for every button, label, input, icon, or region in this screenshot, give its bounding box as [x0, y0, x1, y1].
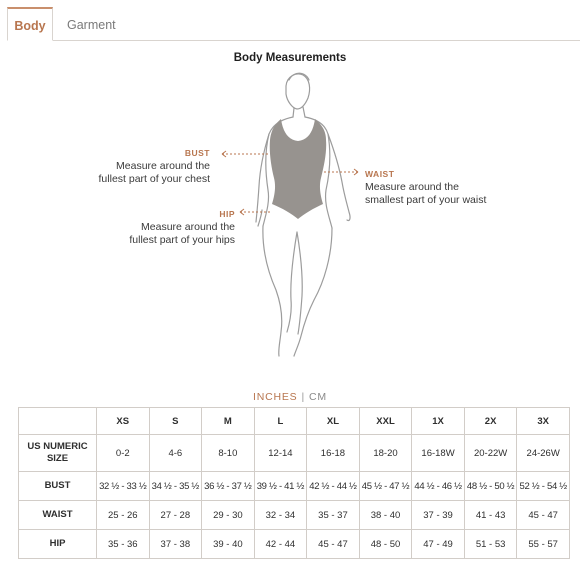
hip-instruction-line2: fullest part of your hips [129, 234, 235, 246]
size-chart-table [18, 407, 570, 559]
table-header-row [19, 408, 570, 435]
figure-right-arm [328, 134, 350, 221]
table-cell: 0-2 [97, 435, 150, 472]
header-cell: S [149, 408, 202, 435]
table-cell: 36 ½ - 37 ½ [202, 472, 255, 501]
table-cell: 16-18 [307, 435, 360, 472]
bust-label: BUST [184, 148, 210, 158]
header-cell: XS [97, 408, 150, 435]
row-label [19, 435, 97, 472]
waist-label: WAIST [365, 169, 395, 179]
header-cell: L [254, 408, 307, 435]
table-cell: 42 ½ - 44 ½ [307, 472, 360, 501]
table-cell: 37 - 39 [412, 501, 465, 530]
table-cell: 45 - 47 [307, 530, 360, 559]
table-cell: 44 ½ - 46 ½ [412, 472, 465, 501]
table-cell: 48 - 50 [359, 530, 412, 559]
table-cell: 8-10 [202, 435, 255, 472]
unit-cm[interactable]: CM [309, 391, 327, 403]
table-row [19, 435, 570, 472]
header-cell: XL [307, 408, 360, 435]
table-cell: 45 - 47 [517, 501, 570, 530]
row-label: BUST [19, 472, 97, 501]
table-cell: 18-20 [359, 435, 412, 472]
row-label-line2: SIZE [46, 453, 69, 464]
table-cell: 35 - 36 [97, 530, 150, 559]
table-cell: 45 ½ - 47 ½ [359, 472, 412, 501]
table-cell: 12-14 [254, 435, 307, 472]
table-row [19, 472, 570, 501]
table-cell: 35 - 37 [307, 501, 360, 530]
table-row [19, 530, 570, 559]
header-cell: 2X [464, 408, 517, 435]
page-title: Body Measurements [233, 52, 347, 64]
tab-body[interactable]: Body [7, 7, 53, 41]
hip-callout [129, 208, 235, 247]
hip-instruction-line1: Measure around the [141, 221, 235, 233]
table-cell: 51 - 53 [464, 530, 517, 559]
bust-instruction-line1: Measure around the [116, 160, 210, 172]
bust-callout [99, 147, 210, 186]
table-cell: 32 - 34 [254, 501, 307, 530]
table-cell: 37 - 38 [149, 530, 202, 559]
figure-left-leg [263, 226, 282, 356]
table-cell: 16-18W [412, 435, 465, 472]
header-cell: 1X [412, 408, 465, 435]
table-cell: 42 - 44 [254, 530, 307, 559]
header-cell: M [202, 408, 255, 435]
table-cell: 39 ½ - 41 ½ [254, 472, 307, 501]
header-cell: XXL [359, 408, 412, 435]
bust-instruction-line2: fullest part of your chest [98, 173, 210, 185]
row-label: HIP [19, 530, 97, 559]
table-cell: 27 - 28 [149, 501, 202, 530]
table-cell: 38 - 40 [359, 501, 412, 530]
waist-instruction-line1: Measure around the [365, 181, 459, 193]
table-cell: 41 - 43 [464, 501, 517, 530]
row-label: WAIST [19, 501, 97, 530]
waist-callout [365, 168, 486, 207]
header-cell [19, 408, 97, 435]
table-cell: 20-22W [464, 435, 517, 472]
unit-separator: | [301, 391, 306, 403]
table-cell: 25 - 26 [97, 501, 150, 530]
hip-label: HIP [219, 209, 235, 219]
table-cell: 39 - 40 [202, 530, 255, 559]
table-cell: 24-26W [517, 435, 570, 472]
table-cell: 34 ½ - 35 ½ [149, 472, 202, 501]
unit-inches[interactable]: INCHES [253, 391, 298, 403]
waist-instruction-line2: smallest part of your waist [365, 194, 487, 206]
table-cell: 47 - 49 [412, 530, 465, 559]
table-cell: 52 ½ - 54 ½ [517, 472, 570, 501]
row-label-line1: US NUMERIC [27, 441, 88, 452]
figure-inner-legs [287, 232, 302, 334]
tab-garment[interactable]: Garment [67, 18, 116, 32]
table-cell: 29 - 30 [202, 501, 255, 530]
header-cell: 3X [517, 408, 570, 435]
unit-toggle [0, 391, 580, 403]
table-cell: 55 - 57 [517, 530, 570, 559]
swimsuit-shape [270, 119, 326, 219]
table-cell: 48 ½ - 50 ½ [464, 472, 517, 501]
table-row [19, 501, 570, 530]
table-cell: 4-6 [149, 435, 202, 472]
table-cell: 32 ½ - 33 ½ [97, 472, 150, 501]
